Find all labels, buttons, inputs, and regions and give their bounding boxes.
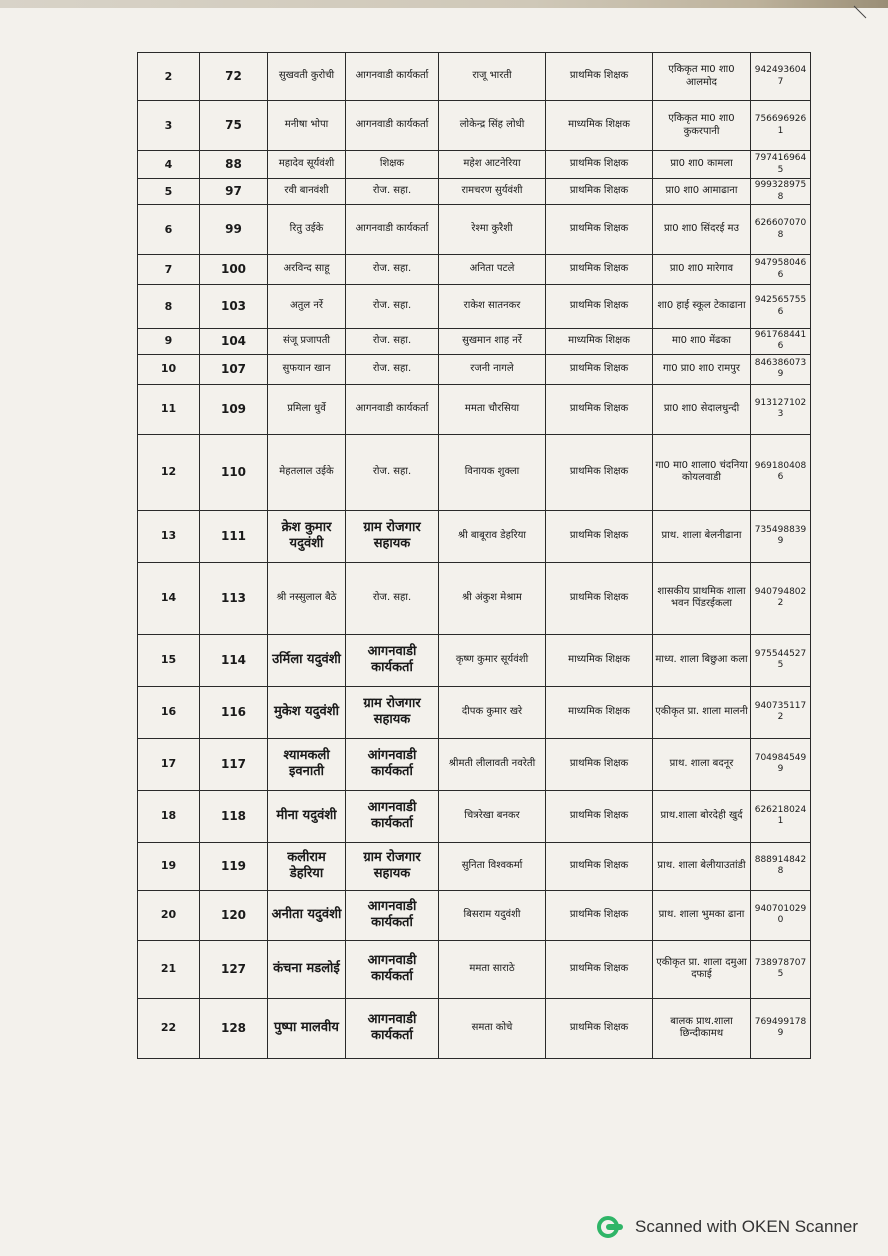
- table-row: [138, 434, 811, 510]
- employee-name-cell: रवी बानवंशी: [268, 179, 346, 205]
- teacher-post-cell: प्राथमिक शिक्षक: [546, 255, 653, 285]
- school-name-cell: गा0 मा0 शाला0 चंदनिया कोयलवाडी: [653, 434, 751, 510]
- serial-number-cell: 18: [138, 790, 200, 842]
- teacher-name-cell: ममता चौरसिया: [439, 384, 546, 434]
- employee-name-cell: अरविन्द साहू: [268, 255, 346, 285]
- teacher-post-cell: प्राथमिक शिक्षक: [546, 998, 653, 1058]
- employee-name-cell: श्यामकली इवनाती: [268, 738, 346, 790]
- serial-number-cell: 21: [138, 940, 200, 998]
- table-row: [138, 790, 811, 842]
- table-row: [138, 384, 811, 434]
- serial-number-cell: 9: [138, 329, 200, 355]
- teacher-name-cell: महेश आटनेरिया: [439, 151, 546, 179]
- staff-table: [137, 52, 811, 1059]
- teacher-post-cell: प्राथमिक शिक्षक: [546, 151, 653, 179]
- pen-mark-icon: [852, 4, 868, 20]
- teacher-post-cell: प्राथमिक शिक्षक: [546, 384, 653, 434]
- employee-name-cell: सुखवती कुरोची: [268, 53, 346, 101]
- employee-name-cell: कंचना मडलोई: [268, 940, 346, 998]
- record-id-cell: 114: [200, 634, 268, 686]
- serial-number-cell: 16: [138, 686, 200, 738]
- phone-number-cell: 9407010290: [751, 890, 811, 940]
- teacher-post-cell: प्राथमिक शिक्षक: [546, 354, 653, 384]
- serial-number-cell: 14: [138, 562, 200, 634]
- teacher-post-cell: माध्यमिक शिक्षक: [546, 686, 653, 738]
- serial-number-cell: 20: [138, 890, 200, 940]
- scanner-watermark-text: Scanned with OKEN Scanner: [635, 1217, 859, 1236]
- teacher-post-cell: प्राथमिक शिक्षक: [546, 940, 653, 998]
- teacher-name-cell: श्री अंकुश मेश्राम: [439, 562, 546, 634]
- table-row: [138, 634, 811, 686]
- school-name-cell: शासकीय प्राथमिक शाला भवन पिंडरईकला: [653, 562, 751, 634]
- employee-post-cell: ग्राम रोजगार सहायक: [346, 510, 439, 562]
- employee-name-cell: अनीता यदुवंशी: [268, 890, 346, 940]
- teacher-post-cell: प्राथमिक शिक्षक: [546, 738, 653, 790]
- employee-post-cell: आगनवाडी कार्यकर्ता: [346, 890, 439, 940]
- table-row: [138, 255, 811, 285]
- table-row: [138, 179, 811, 205]
- record-id-cell: 127: [200, 940, 268, 998]
- teacher-post-cell: प्राथमिक शिक्षक: [546, 790, 653, 842]
- table-row: [138, 738, 811, 790]
- phone-number-cell: 9407351172: [751, 686, 811, 738]
- school-name-cell: प्रा0 शा0 आमाढाना: [653, 179, 751, 205]
- employee-name-cell: कलीराम डेहरिया: [268, 842, 346, 890]
- school-name-cell: प्राथ.शाला बोरदेही खुर्द: [653, 790, 751, 842]
- teacher-name-cell: श्री बाबूराव डेहरिया: [439, 510, 546, 562]
- teacher-post-cell: प्राथमिक शिक्षक: [546, 434, 653, 510]
- employee-post-cell: आंगनवाडी कार्यकर्ता: [346, 738, 439, 790]
- school-name-cell: प्राथ. शाला बेलनीढाना: [653, 510, 751, 562]
- employee-post-cell: आगनवाडी कार्यकर्ता: [346, 790, 439, 842]
- record-id-cell: 97: [200, 179, 268, 205]
- table-row: [138, 510, 811, 562]
- employee-name-cell: रितु उईके: [268, 205, 346, 255]
- teacher-name-cell: बिसराम यदुवंशी: [439, 890, 546, 940]
- phone-number-cell: 8463860739: [751, 354, 811, 384]
- serial-number-cell: 6: [138, 205, 200, 255]
- phone-number-cell: 7566969261: [751, 101, 811, 151]
- teacher-name-cell: कृष्ण कुमार सूर्यवंशी: [439, 634, 546, 686]
- employee-post-cell: आगनवाडी कार्यकर्ता: [346, 384, 439, 434]
- record-id-cell: 100: [200, 255, 268, 285]
- record-id-cell: 110: [200, 434, 268, 510]
- teacher-name-cell: समता कोचे: [439, 998, 546, 1058]
- employee-post-cell: आगनवाडी कार्यकर्ता: [346, 53, 439, 101]
- phone-number-cell: 8889148428: [751, 842, 811, 890]
- teacher-name-cell: श्रीमती लीलावती नवरेती: [439, 738, 546, 790]
- phone-number-cell: 7354988399: [751, 510, 811, 562]
- employee-post-cell: रोज. सहा.: [346, 179, 439, 205]
- teacher-name-cell: सुखमान शाह नर्रे: [439, 329, 546, 355]
- phone-number-cell: 9479580466: [751, 255, 811, 285]
- teacher-name-cell: रामचरण सुर्यवंशी: [439, 179, 546, 205]
- school-name-cell: एकिकृत मा0 शा0 आलमोद: [653, 53, 751, 101]
- teacher-name-cell: विनायक शुक्ला: [439, 434, 546, 510]
- phone-number-cell: 9691804086: [751, 434, 811, 510]
- employee-post-cell: रोज. सहा.: [346, 562, 439, 634]
- table-row: [138, 562, 811, 634]
- record-id-cell: 117: [200, 738, 268, 790]
- employee-post-cell: ग्राम रोजगार सहायक: [346, 686, 439, 738]
- employee-post-cell: ग्राम रोजगार सहायक: [346, 842, 439, 890]
- school-name-cell: प्राथ. शाला भुमका ढाना: [653, 890, 751, 940]
- serial-number-cell: 2: [138, 53, 200, 101]
- phone-number-cell: 9407948022: [751, 562, 811, 634]
- phone-number-cell: 6266070708: [751, 205, 811, 255]
- scanner-watermark: [597, 1213, 858, 1241]
- employee-name-cell: पुष्पा मालवीय: [268, 998, 346, 1058]
- employee-name-cell: मीना यदुवंशी: [268, 790, 346, 842]
- teacher-name-cell: ममता साराठे: [439, 940, 546, 998]
- employee-name-cell: संजू प्रजापती: [268, 329, 346, 355]
- record-id-cell: 107: [200, 354, 268, 384]
- school-name-cell: शा0 हाई स्कूल टेकाढाना: [653, 285, 751, 329]
- oken-logo-icon: [597, 1216, 627, 1238]
- employee-post-cell: आगनवाडी कार्यकर्ता: [346, 205, 439, 255]
- school-name-cell: गा0 प्रा0 शा0 रामपुर: [653, 354, 751, 384]
- phone-number-cell: 6262180241: [751, 790, 811, 842]
- teacher-post-cell: प्राथमिक शिक्षक: [546, 205, 653, 255]
- school-name-cell: एकिकृत मा0 शा0 कुकरपानी: [653, 101, 751, 151]
- serial-number-cell: 19: [138, 842, 200, 890]
- teacher-post-cell: माध्यमिक शिक्षक: [546, 101, 653, 151]
- phone-number-cell: 7974169645: [751, 151, 811, 179]
- phone-number-cell: 9131271023: [751, 384, 811, 434]
- employee-post-cell: रोज. सहा.: [346, 354, 439, 384]
- employee-post-cell: आगनवाडी कार्यकर्ता: [346, 101, 439, 151]
- employee-post-cell: आगनवाडी कार्यकर्ता: [346, 634, 439, 686]
- table-row: [138, 285, 811, 329]
- employee-post-cell: रोज. सहा.: [346, 285, 439, 329]
- employee-name-cell: मनीषा भोपा: [268, 101, 346, 151]
- serial-number-cell: 10: [138, 354, 200, 384]
- phone-number-cell: 9617684416: [751, 329, 811, 355]
- teacher-post-cell: प्राथमिक शिक्षक: [546, 562, 653, 634]
- table-row: [138, 890, 811, 940]
- record-id-cell: 88: [200, 151, 268, 179]
- employee-name-cell: अतुल नर्रे: [268, 285, 346, 329]
- table-row: [138, 354, 811, 384]
- phone-number-cell: 7694991789: [751, 998, 811, 1058]
- record-id-cell: 116: [200, 686, 268, 738]
- employee-name-cell: प्रमिला धुर्वे: [268, 384, 346, 434]
- record-id-cell: 109: [200, 384, 268, 434]
- employee-post-cell: आगनवाडी कार्यकर्ता: [346, 998, 439, 1058]
- table-row: [138, 53, 811, 101]
- employee-post-cell: रोज. सहा.: [346, 434, 439, 510]
- table-row: [138, 940, 811, 998]
- school-name-cell: प्रा0 शा0 सेदालधुन्दी: [653, 384, 751, 434]
- school-name-cell: प्रा0 शा0 सिंदरई मउ: [653, 205, 751, 255]
- school-name-cell: प्रा0 शा0 मारेगाव: [653, 255, 751, 285]
- teacher-post-cell: प्राथमिक शिक्षक: [546, 285, 653, 329]
- table-row: [138, 205, 811, 255]
- teacher-post-cell: प्राथमिक शिक्षक: [546, 179, 653, 205]
- phone-number-cell: 9755445275: [751, 634, 811, 686]
- school-name-cell: एकीकृत प्रा. शाला दमुआ दफाई: [653, 940, 751, 998]
- teacher-post-cell: प्राथमिक शिक्षक: [546, 510, 653, 562]
- teacher-name-cell: अनिता पटले: [439, 255, 546, 285]
- record-id-cell: 99: [200, 205, 268, 255]
- employee-post-cell: रोज. सहा.: [346, 329, 439, 355]
- serial-number-cell: 5: [138, 179, 200, 205]
- serial-number-cell: 15: [138, 634, 200, 686]
- phone-number-cell: 7049845499: [751, 738, 811, 790]
- school-name-cell: माध्य. शाला बिछुआ कला: [653, 634, 751, 686]
- school-name-cell: प्राथ. शाला बदनूर: [653, 738, 751, 790]
- teacher-name-cell: राकेश सातनकर: [439, 285, 546, 329]
- school-name-cell: मा0 शा0 मेंढका: [653, 329, 751, 355]
- employee-name-cell: उर्मिला यदुवंशी: [268, 634, 346, 686]
- teacher-name-cell: चित्ररेखा बनकर: [439, 790, 546, 842]
- employee-post-cell: आगनवाडी कार्यकर्ता: [346, 940, 439, 998]
- teacher-name-cell: राजू भारती: [439, 53, 546, 101]
- record-id-cell: 111: [200, 510, 268, 562]
- serial-number-cell: 7: [138, 255, 200, 285]
- table-row: [138, 151, 811, 179]
- employee-name-cell: सुफयान खान: [268, 354, 346, 384]
- employee-name-cell: मुकेश यदुवंशी: [268, 686, 346, 738]
- school-name-cell: प्रा0 शा0 कामला: [653, 151, 751, 179]
- teacher-name-cell: रेश्मा कुरैशी: [439, 205, 546, 255]
- serial-number-cell: 8: [138, 285, 200, 329]
- record-id-cell: 120: [200, 890, 268, 940]
- record-id-cell: 119: [200, 842, 268, 890]
- table-row: [138, 686, 811, 738]
- record-id-cell: 72: [200, 53, 268, 101]
- teacher-post-cell: प्राथमिक शिक्षक: [546, 842, 653, 890]
- table-row: [138, 101, 811, 151]
- record-id-cell: 104: [200, 329, 268, 355]
- record-id-cell: 118: [200, 790, 268, 842]
- phone-number-cell: 9425657556: [751, 285, 811, 329]
- phone-number-cell: 7389787075: [751, 940, 811, 998]
- teacher-name-cell: सुनिता विश्वकर्मा: [439, 842, 546, 890]
- phone-number-cell: 9993289758: [751, 179, 811, 205]
- record-id-cell: 128: [200, 998, 268, 1058]
- teacher-post-cell: प्राथमिक शिक्षक: [546, 890, 653, 940]
- record-id-cell: 75: [200, 101, 268, 151]
- teacher-name-cell: लोकेन्द्र सिंह लोधी: [439, 101, 546, 151]
- record-id-cell: 113: [200, 562, 268, 634]
- employee-name-cell: मेहतलाल उईके: [268, 434, 346, 510]
- serial-number-cell: 4: [138, 151, 200, 179]
- teacher-post-cell: प्राथमिक शिक्षक: [546, 53, 653, 101]
- serial-number-cell: 13: [138, 510, 200, 562]
- record-id-cell: 103: [200, 285, 268, 329]
- school-name-cell: बालक प्राथ.शाला छिन्दीकामथ: [653, 998, 751, 1058]
- school-name-cell: प्राथ. शाला बेलीयाउतांडी: [653, 842, 751, 890]
- serial-number-cell: 17: [138, 738, 200, 790]
- teacher-post-cell: माध्यमिक शिक्षक: [546, 329, 653, 355]
- serial-number-cell: 12: [138, 434, 200, 510]
- teacher-name-cell: रजनी नागले: [439, 354, 546, 384]
- employee-name-cell: क्रेश कुमार यदुवंशी: [268, 510, 346, 562]
- employee-name-cell: श्री नस्सुलाल बैठे: [268, 562, 346, 634]
- table-row: [138, 998, 811, 1058]
- table-row: [138, 329, 811, 355]
- serial-number-cell: 22: [138, 998, 200, 1058]
- employee-post-cell: शिक्षक: [346, 151, 439, 179]
- serial-number-cell: 11: [138, 384, 200, 434]
- serial-number-cell: 3: [138, 101, 200, 151]
- teacher-post-cell: माध्यमिक शिक्षक: [546, 634, 653, 686]
- scan-edge: [0, 0, 888, 8]
- employee-name-cell: महादेव सूर्यवंशी: [268, 151, 346, 179]
- teacher-name-cell: दीपक कुमार खरे: [439, 686, 546, 738]
- phone-number-cell: 9424936047: [751, 53, 811, 101]
- school-name-cell: एकीकृत प्रा. शाला मालनी: [653, 686, 751, 738]
- table-row: [138, 842, 811, 890]
- employee-post-cell: रोज. सहा.: [346, 255, 439, 285]
